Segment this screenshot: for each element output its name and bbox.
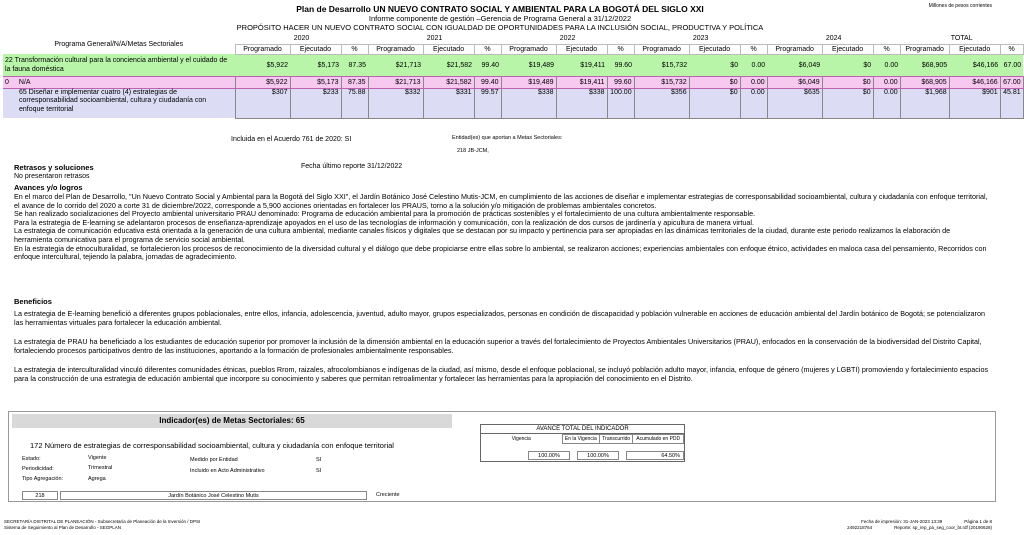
footer-org: SECRETARÍA DISTRITAL DE PLANEACIÓN - Subsecretaría de Planeación de la Inversión / DPSI <box>4 519 201 524</box>
column-header: % <box>607 44 634 54</box>
entidad-code: 218 JB-JCM, <box>457 148 489 154</box>
acuerdo-note: Incluida en el Acuerdo 761 de 2020: SI <box>231 136 352 143</box>
ejecutado-cell: $5,173 <box>290 54 341 76</box>
beneficios-title: Beneficios <box>14 297 52 306</box>
incluido-label: Incluido en Acto Administrativo <box>190 468 265 474</box>
ejecutado-cell: $0 <box>822 88 873 118</box>
periodicidad-label: Periodicidad: <box>22 466 54 472</box>
percent-cell: 87.35 <box>341 76 368 88</box>
avance-header: Acumulado en PDD <box>633 435 684 444</box>
year-header: 2022 <box>559 35 576 43</box>
retrasos-text: No presentaron retrasos <box>14 173 90 180</box>
avances-paragraph: La estrategia de comunicación educativa está orientada a la generación de una cultura ambiental, mediante canales físicos y digitales que se destacan por su impacto y pertinencia para ser apropiadas en las dinámicas territoriales de la ciudad, durante este periodo realizamos la elaboración de herramienta comunicativa para el programa de servicio social ambiental. <box>14 226 951 244</box>
avances-paragraph: Para la estrategia de E-learning se adelantaron procesos de enseñanza-aprendizaje apoyados en el uso de las tecnologías de información y comunicación, con la realización de dos cursos de jardinería y apicultura de manera virtual. <box>14 217 754 227</box>
column-header: Programado <box>368 44 423 54</box>
percent-cell: 0.00 <box>873 54 900 76</box>
beneficios-paragraph: La estrategia de interculturalidad vinculó diferentes comunidades étnicas, pueblos Rrom, raizales, afrocolombianos e indígenas de la ciudad, así mismo, desde el enfoque poblacional, se incluyó población adulto mayor, infancia, enfoque de género (mujeres y LGBTI) promoviendo y fortalecimiento espacios para la construcción de una estrategia de educación ambiental que incorpore su conocimiento y saberes que permitan retroalimentar y fortalecer las herramientas para la apropiación del conocimiento en el Distrito. <box>14 365 989 383</box>
programado-cell: $332 <box>368 88 423 118</box>
footer-system: Sistema de Seguimiento al Plan de Desarrollo - SEGPLAN <box>4 525 122 530</box>
year-header: 2021 <box>426 35 443 43</box>
program-header: Programa General/N/A/Metas Sectoriales <box>54 40 184 48</box>
indicator-title: Indicador(es) de Metas Sectoriales: 65 <box>12 414 452 428</box>
percent-cell: 87.35 <box>341 54 368 76</box>
programado-cell: $5,922 <box>235 54 290 76</box>
avance-header: Vigencia <box>511 436 531 442</box>
report-title: Plan de Desarrollo UN NUEVO CONTRATO SOCIAL Y AMBIENTAL PARA LA BOGOTÁ DEL SIGLO XXI <box>296 4 704 14</box>
table-row <box>3 88 1023 118</box>
ejecutado-cell: $0 <box>822 76 873 88</box>
programado-cell: $338 <box>501 88 556 118</box>
ejecutado-cell: $0 <box>689 88 740 118</box>
row-label-text: N/A <box>18 78 31 86</box>
tendencia: Creciente <box>376 492 400 498</box>
percent-cell: 0.00 <box>873 76 900 88</box>
table-row <box>3 54 1023 76</box>
programado-cell: $635 <box>767 88 822 118</box>
incluido-value: SI <box>316 468 322 474</box>
year-header: 2020 <box>293 35 310 43</box>
programado-cell: $21,713 <box>368 54 423 76</box>
footer-right <box>847 519 992 531</box>
avances-paragraph: Se han realizado socializaciones del Proyecto ambiental universitario PRAU denominado: Programa de educación ambiental para la promoción de prácticas sostenibles y el fortalecimiento de una cultura ambientalmente responsable. <box>14 209 756 219</box>
percent-cell: 99.40 <box>474 76 501 88</box>
print-date: Fecha de impresión: 31-JAN-2023 13:39 <box>861 519 943 524</box>
programado-cell: $19,489 <box>501 54 556 76</box>
column-header: % <box>474 44 501 54</box>
column-header: Programado <box>501 44 556 54</box>
programado-cell: $356 <box>634 88 689 118</box>
percent-cell: 99.40 <box>474 54 501 76</box>
column-header: Ejecutado <box>822 44 873 54</box>
avances-paragraph: En el marco del Plan de Desarrollo, "Un Nuevo Contrato Social y Ambiental para la Bogotá del Siglo XXI", el Jardín Botánico José Celestino Mutis-JCM, en cumplimiento de las acciones de diseñar e implementar estrategias de corresponsabilidad socioambiental, cultura y ciudadanía con enfoque territorial, el avance de lo corrido del 2020 a corte 31 de diciembre/2022, corresponde a 5,900 acciones orientadas en fortalecer los PRAUS, torno a la solución y/o mitigación de problemas ambientales concretos. <box>14 192 988 210</box>
estado-label: Estado: <box>22 456 41 462</box>
percent-cell: 75.88 <box>341 88 368 118</box>
column-header: Programado <box>767 44 822 54</box>
programado-cell: $307 <box>235 88 290 118</box>
column-header: Ejecutado <box>689 44 740 54</box>
percent-cell: 99.60 <box>607 54 634 76</box>
percent-cell: 67.00 <box>1000 76 1023 88</box>
column-header: % <box>341 44 368 54</box>
indicator-name: 172 Número de estrategias de corresponsabilidad socioambiental, cultura y ciudadanía con enfoque territorial <box>30 441 394 450</box>
programado-cell: $6,049 <box>767 54 822 76</box>
column-header: Ejecutado <box>949 44 1000 54</box>
percent-cell: 67.00 <box>1000 54 1023 76</box>
ejecutado-cell: $19,411 <box>556 54 607 76</box>
entidad-name-box: Jardín Botánico José Celestino Mutis <box>60 491 367 500</box>
table-row <box>3 76 1023 88</box>
programado-cell: $15,732 <box>634 54 689 76</box>
avance-acumulado: 64.50% <box>626 451 684 460</box>
programado-cell: $15,732 <box>634 76 689 88</box>
row-prefix: 0 <box>5 78 9 86</box>
ejecutado-cell: $233 <box>290 88 341 118</box>
percent-cell: 0.00 <box>873 88 900 118</box>
avance-table <box>481 434 684 444</box>
report-file: Reporte: sp_rep_pa_seg_coor_bt.rdf (20190628) <box>894 525 992 530</box>
ejecutado-cell: $21,582 <box>423 76 474 88</box>
ejecutado-cell: $0 <box>822 54 873 76</box>
report-id: 2492218764 <box>847 525 873 530</box>
avance-header: Transcurrido <box>600 435 633 444</box>
estado-value: Vigente <box>88 455 107 461</box>
ejecutado-cell: $46,166 <box>949 54 1000 76</box>
fecha-reporte: Fecha último reporte 31/12/2022 <box>301 163 403 170</box>
column-header: Ejecutado <box>556 44 607 54</box>
programado-cell: $19,489 <box>501 76 556 88</box>
percent-cell: 45.81 <box>1000 88 1023 118</box>
column-header: % <box>740 44 767 54</box>
avance-title: AVANCE TOTAL DEL INDICADOR <box>481 425 684 434</box>
year-header: TOTAL <box>950 35 973 43</box>
percent-cell: 0.00 <box>740 88 767 118</box>
ejecutado-cell: $331 <box>423 88 474 118</box>
column-header: % <box>1000 44 1023 54</box>
row-label: 22 Transformación cultural para la conciencia ambiental y el cuidado de la fauna doméstica <box>3 54 235 76</box>
percent-cell: 99.60 <box>607 76 634 88</box>
ejecutado-cell: $46,166 <box>949 76 1000 88</box>
ejecutado-cell: $901 <box>949 88 1000 118</box>
beneficios-paragraph: La estrategia de E-learning benefició a diferentes grupos poblacionales, entre ellos, infancia, adolescencia, juventud, adulto mayor, grupos especializados, personas en condición de discapacidad y población vulnerable en acciones de educación ambiental del Jardín botánico de Bogotá; se potencializaron las herramientas virtuales para fortalecer la educación ambiental. <box>14 309 985 327</box>
avances-paragraph: En la estrategia de etnoculturalidad, se fortalecieron los procesos de reconocimiento de la diversidad cultural y el diálogo que debe propiciarse entre ellas sobre lo ambiental, se realizaron acciones; experiencias ambientales con enfoque étnico, actividades en maloca casa del pensamiento, Recorridos con enfoque intercultural, tejiendo la palabra, jornadas de agradecimiento. <box>14 243 987 262</box>
row-label <box>3 76 235 88</box>
percent-cell: 0.00 <box>740 54 767 76</box>
ejecutado-cell: $19,411 <box>556 76 607 88</box>
tipo-label: Tipo Agregación: <box>22 476 64 482</box>
column-header: Ejecutado <box>423 44 474 54</box>
financial-table <box>3 34 1024 119</box>
programado-cell: $21,713 <box>368 76 423 88</box>
purpose-line: PROPÓSITO HACER UN NUEVO CONTRATO SOCIAL CON IGUALDAD DE OPORTUNIDADES PARA LA INCLUSIÓN SOCIAL, PRODUCTIVA Y POLÍTICA <box>236 23 764 32</box>
percent-cell: 99.57 <box>474 88 501 118</box>
year-header: 2023 <box>692 35 709 43</box>
column-header: Programado <box>235 44 290 54</box>
footer-left <box>4 519 200 531</box>
ejecutado-cell: $5,173 <box>290 76 341 88</box>
percent-cell: 100.00 <box>607 88 634 118</box>
periodicidad-value: Trimestral <box>88 465 113 471</box>
programado-cell: $1,968 <box>900 88 949 118</box>
medido-value: SI <box>316 457 322 463</box>
avance-header: En la Vigencia <box>562 435 600 444</box>
percent-cell: 0.00 <box>740 76 767 88</box>
beneficios-paragraph: La estrategia de PRAU ha beneficiado a los estudiantes de educación superior por promover la inclusión de la dimensión ambiental en la educación superior a través del fortalecimiento de Proyectos Ambientales Universitarios (PRAU), enfocados en la conservación de la biodiversidad del Distrito Capital, fortaleciendo procesos participativos dentro de las instituciones, aportando a la formación de profesionales ambientalmente responsables. <box>14 337 982 355</box>
units-note: Millones de pesos corrientes <box>928 3 992 9</box>
column-header: Ejecutado <box>290 44 341 54</box>
retrasos-title: Retrasos y soluciones <box>14 163 94 172</box>
page-number: Página 1 de 8 <box>964 519 992 524</box>
row-label: 65 Diseñar e implementar cuatro (4) estrategias de corresponsabilidad socioambiental, cultura y ciudadanía con enfoque territorial <box>3 88 235 118</box>
programado-cell: $5,922 <box>235 76 290 88</box>
ejecutado-cell: $0 <box>689 54 740 76</box>
programado-cell: $6,049 <box>767 76 822 88</box>
column-header: Programado <box>634 44 689 54</box>
medido-label: Medido por Entidad <box>190 457 238 463</box>
entidades-label: Entidad(es) que aportan a Metas Sectoriales: <box>452 135 563 141</box>
avance-transcurrido: 100.00% <box>577 451 619 460</box>
avance-vigencia: 100.00% <box>528 451 570 460</box>
column-header: Programado <box>900 44 949 54</box>
ejecutado-cell: $21,582 <box>423 54 474 76</box>
ejecutado-cell: $0 <box>689 76 740 88</box>
year-header: 2024 <box>825 35 842 43</box>
ejecutado-cell: $338 <box>556 88 607 118</box>
column-header: % <box>873 44 900 54</box>
programado-cell: $68,905 <box>900 76 949 88</box>
programado-cell: $68,905 <box>900 54 949 76</box>
report-subtitle: Informe componente de gestión –Gerencia de Programa General a 31/12/2022 <box>368 14 632 23</box>
tipo-value: Agrega <box>88 476 106 482</box>
entidad-code-box: 218 <box>22 491 58 500</box>
avances-body <box>14 193 989 262</box>
avances-title: Avances y/o logros <box>14 183 83 192</box>
